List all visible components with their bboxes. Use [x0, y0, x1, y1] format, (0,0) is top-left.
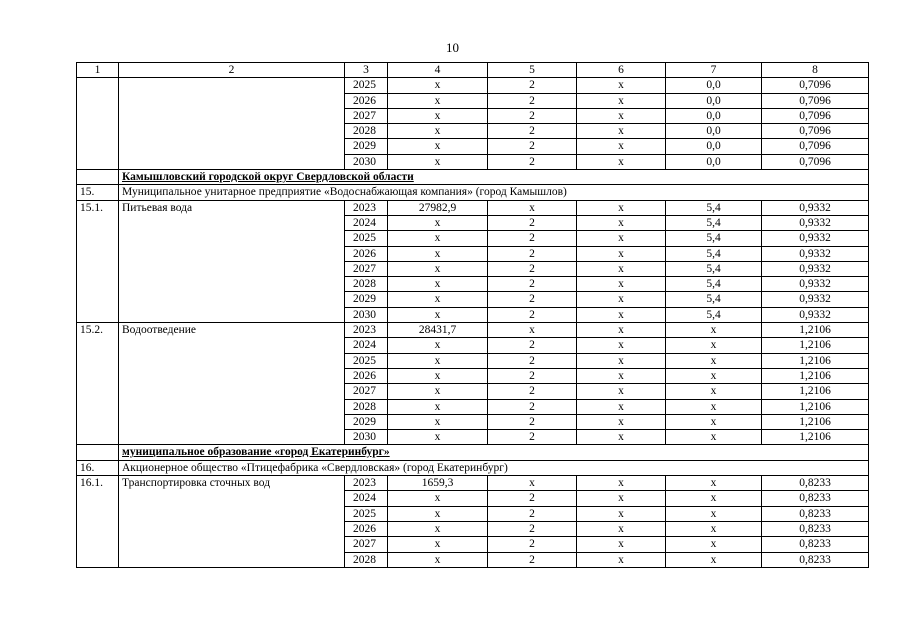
col8-cell: 0,9332	[762, 261, 869, 276]
year-cell: 2030	[345, 307, 388, 322]
volume-cell: х	[388, 261, 488, 276]
volume-cell: х	[388, 414, 488, 429]
col6-cell: х	[577, 231, 666, 246]
col5-cell: 2	[488, 521, 577, 536]
col8-cell: 0,8233	[762, 552, 869, 567]
col5-cell: 2	[488, 338, 577, 353]
year-cell: 2023	[345, 323, 388, 338]
col8-cell: 0,9332	[762, 231, 869, 246]
col5-cell: 2	[488, 246, 577, 261]
volume-cell: х	[388, 124, 488, 139]
table-row	[77, 200, 869, 215]
year-cell: 2027	[345, 261, 388, 276]
year-cell: 2025	[345, 353, 388, 368]
col8-cell: 0,7096	[762, 78, 869, 93]
col7-cell: х	[666, 506, 762, 521]
col5-cell: 2	[488, 353, 577, 368]
col8-cell: 0,9332	[762, 200, 869, 215]
empty-cell	[119, 78, 345, 170]
col6-cell: х	[577, 292, 666, 307]
col5-cell: 2	[488, 384, 577, 399]
volume-cell: х	[388, 399, 488, 414]
col8-cell: 0,7096	[762, 139, 869, 154]
col6-cell: х	[577, 353, 666, 368]
volume-cell: х	[388, 506, 488, 521]
empty-cell	[77, 170, 119, 185]
col5-cell: 2	[488, 368, 577, 383]
col6-cell: х	[577, 277, 666, 292]
col8-cell: 0,8233	[762, 476, 869, 491]
item-number-cell: 16.1.	[77, 476, 119, 568]
header-cell: 4	[388, 63, 488, 78]
volume-cell: х	[388, 277, 488, 292]
year-cell: 2028	[345, 124, 388, 139]
col5-cell: 2	[488, 491, 577, 506]
volume-cell: х	[388, 368, 488, 383]
col5-cell: 2	[488, 277, 577, 292]
col7-cell: х	[666, 399, 762, 414]
header-row	[77, 63, 869, 78]
volume-cell: х	[388, 78, 488, 93]
col5-cell: 2	[488, 414, 577, 429]
col6-cell: х	[577, 368, 666, 383]
year-cell: 2023	[345, 200, 388, 215]
col8-cell: 0,9332	[762, 215, 869, 230]
col8-cell: 0,7096	[762, 108, 869, 123]
item-number-cell: 16.	[77, 460, 119, 475]
col5-cell: 2	[488, 93, 577, 108]
col6-cell: х	[577, 323, 666, 338]
volume-cell: 27982,9	[388, 200, 488, 215]
col7-cell: 5,4	[666, 200, 762, 215]
year-cell: 2027	[345, 384, 388, 399]
col5-cell: х	[488, 476, 577, 491]
volume-cell: х	[388, 521, 488, 536]
col5-cell: х	[488, 200, 577, 215]
col6-cell: х	[577, 246, 666, 261]
col6-cell: х	[577, 476, 666, 491]
col7-cell: х	[666, 414, 762, 429]
header-cell: 6	[577, 63, 666, 78]
year-cell: 2026	[345, 246, 388, 261]
organization-row-text: Акционерное общество «Птицефабрика «Свердловская» (город Екатеринбург)	[119, 460, 869, 475]
col7-cell: х	[666, 521, 762, 536]
year-cell: 2028	[345, 277, 388, 292]
col8-cell: 0,8233	[762, 537, 869, 552]
item-number-cell: 15.2.	[77, 323, 119, 445]
item-number-cell: 15.	[77, 185, 119, 200]
col8-cell: 1,2106	[762, 414, 869, 429]
col5-cell: 2	[488, 399, 577, 414]
item-name-cell: Водоотведение	[119, 323, 345, 445]
col8-cell: 0,8233	[762, 506, 869, 521]
col6-cell: х	[577, 521, 666, 536]
col6-cell: х	[577, 139, 666, 154]
year-cell: 2026	[345, 368, 388, 383]
col7-cell: 5,4	[666, 215, 762, 230]
year-cell: 2029	[345, 139, 388, 154]
year-cell: 2024	[345, 338, 388, 353]
col7-cell: 0,0	[666, 139, 762, 154]
volume-cell: х	[388, 430, 488, 445]
col7-cell: 5,4	[666, 231, 762, 246]
col7-cell: х	[666, 537, 762, 552]
year-cell: 2028	[345, 399, 388, 414]
col5-cell: 2	[488, 215, 577, 230]
volume-cell: х	[388, 231, 488, 246]
region-header-row	[77, 170, 869, 185]
volume-cell: х	[388, 491, 488, 506]
volume-cell: х	[388, 139, 488, 154]
volume-cell: х	[388, 384, 488, 399]
tariff-table	[76, 62, 869, 568]
col5-cell: 2	[488, 307, 577, 322]
col5-cell: х	[488, 323, 577, 338]
item-name-cell: Транспортировка сточных вод	[119, 476, 345, 568]
region-header-row-text: муниципальное образование «город Екатеринбург»	[119, 445, 869, 460]
organization-row-text: Муниципальное унитарное предприятие «Водоснабжающая компания» (город Камышлов)	[119, 185, 869, 200]
header-cell: 5	[488, 63, 577, 78]
volume-cell: х	[388, 338, 488, 353]
col7-cell: 5,4	[666, 261, 762, 276]
col6-cell: х	[577, 338, 666, 353]
year-cell: 2025	[345, 78, 388, 93]
col6-cell: х	[577, 124, 666, 139]
volume-cell: х	[388, 108, 488, 123]
year-cell: 2026	[345, 521, 388, 536]
col7-cell: 5,4	[666, 307, 762, 322]
item-number-cell: 15.1.	[77, 200, 119, 322]
year-cell: 2025	[345, 506, 388, 521]
col7-cell: 0,0	[666, 78, 762, 93]
empty-cell	[77, 78, 119, 170]
col6-cell: х	[577, 78, 666, 93]
table-row	[77, 323, 869, 338]
year-cell: 2023	[345, 476, 388, 491]
col6-cell: х	[577, 307, 666, 322]
col5-cell: 2	[488, 506, 577, 521]
header-cell: 2	[119, 63, 345, 78]
col8-cell: 1,2106	[762, 353, 869, 368]
volume-cell: х	[388, 292, 488, 307]
col5-cell: 2	[488, 292, 577, 307]
col6-cell: х	[577, 215, 666, 230]
header-cell: 8	[762, 63, 869, 78]
year-cell: 2029	[345, 414, 388, 429]
col7-cell: х	[666, 323, 762, 338]
col6-cell: х	[577, 154, 666, 169]
table-row	[77, 78, 869, 93]
organization-row	[77, 460, 869, 475]
year-cell: 2026	[345, 93, 388, 108]
col7-cell: х	[666, 353, 762, 368]
col6-cell: х	[577, 108, 666, 123]
col7-cell: х	[666, 491, 762, 506]
col7-cell: х	[666, 368, 762, 383]
col7-cell: 0,0	[666, 124, 762, 139]
col7-cell: 0,0	[666, 108, 762, 123]
col8-cell: 0,8233	[762, 491, 869, 506]
col5-cell: 2	[488, 261, 577, 276]
col6-cell: х	[577, 200, 666, 215]
year-cell: 2028	[345, 552, 388, 567]
col6-cell: х	[577, 537, 666, 552]
col7-cell: 5,4	[666, 292, 762, 307]
col7-cell: х	[666, 338, 762, 353]
col6-cell: х	[577, 491, 666, 506]
col8-cell: 1,2106	[762, 338, 869, 353]
col5-cell: 2	[488, 78, 577, 93]
year-cell: 2024	[345, 215, 388, 230]
col5-cell: 2	[488, 139, 577, 154]
col8-cell: 0,9332	[762, 246, 869, 261]
organization-row	[77, 185, 869, 200]
year-cell: 2030	[345, 154, 388, 169]
col5-cell: 2	[488, 537, 577, 552]
col8-cell: 0,7096	[762, 154, 869, 169]
col7-cell: х	[666, 552, 762, 567]
header-cell: 1	[77, 63, 119, 78]
col5-cell: 2	[488, 154, 577, 169]
volume-cell: х	[388, 93, 488, 108]
col7-cell: 0,0	[666, 154, 762, 169]
volume-cell: 28431,7	[388, 323, 488, 338]
year-cell: 2024	[345, 491, 388, 506]
col7-cell: 5,4	[666, 246, 762, 261]
col6-cell: х	[577, 384, 666, 399]
col6-cell: х	[577, 399, 666, 414]
col5-cell: 2	[488, 430, 577, 445]
volume-cell: х	[388, 307, 488, 322]
volume-cell: х	[388, 537, 488, 552]
col8-cell: 0,7096	[762, 93, 869, 108]
col5-cell: 2	[488, 231, 577, 246]
header-cell: 7	[666, 63, 762, 78]
year-cell: 2029	[345, 292, 388, 307]
col6-cell: х	[577, 261, 666, 276]
volume-cell: х	[388, 154, 488, 169]
year-cell: 2025	[345, 231, 388, 246]
region-header-row	[77, 445, 869, 460]
volume-cell: х	[388, 215, 488, 230]
col7-cell: х	[666, 476, 762, 491]
col5-cell: 2	[488, 124, 577, 139]
col6-cell: х	[577, 430, 666, 445]
item-name-cell: Питьевая вода	[119, 200, 345, 322]
col8-cell: 1,2106	[762, 384, 869, 399]
col8-cell: 0,9332	[762, 277, 869, 292]
page-number: 10	[446, 40, 459, 55]
volume-cell: х	[388, 552, 488, 567]
col8-cell: 1,2106	[762, 323, 869, 338]
table-row	[77, 476, 869, 491]
col7-cell: 0,0	[666, 93, 762, 108]
col8-cell: 0,8233	[762, 521, 869, 536]
col8-cell: 0,9332	[762, 307, 869, 322]
table-body	[77, 63, 869, 568]
header-cell: 3	[345, 63, 388, 78]
col5-cell: 2	[488, 552, 577, 567]
col7-cell: х	[666, 384, 762, 399]
year-cell: 2030	[345, 430, 388, 445]
col6-cell: х	[577, 414, 666, 429]
col8-cell: 0,7096	[762, 124, 869, 139]
col6-cell: х	[577, 93, 666, 108]
volume-cell: 1659,3	[388, 476, 488, 491]
volume-cell: х	[388, 246, 488, 261]
col7-cell: х	[666, 430, 762, 445]
region-header-row-text: Камышловский городской округ Свердловской области	[119, 170, 869, 185]
volume-cell: х	[388, 353, 488, 368]
col8-cell: 1,2106	[762, 399, 869, 414]
col8-cell: 1,2106	[762, 368, 869, 383]
year-cell: 2027	[345, 108, 388, 123]
col6-cell: х	[577, 506, 666, 521]
col5-cell: 2	[488, 108, 577, 123]
col6-cell: х	[577, 552, 666, 567]
empty-cell	[77, 445, 119, 460]
col8-cell: 1,2106	[762, 430, 869, 445]
col7-cell: 5,4	[666, 277, 762, 292]
col8-cell: 0,9332	[762, 292, 869, 307]
year-cell: 2027	[345, 537, 388, 552]
